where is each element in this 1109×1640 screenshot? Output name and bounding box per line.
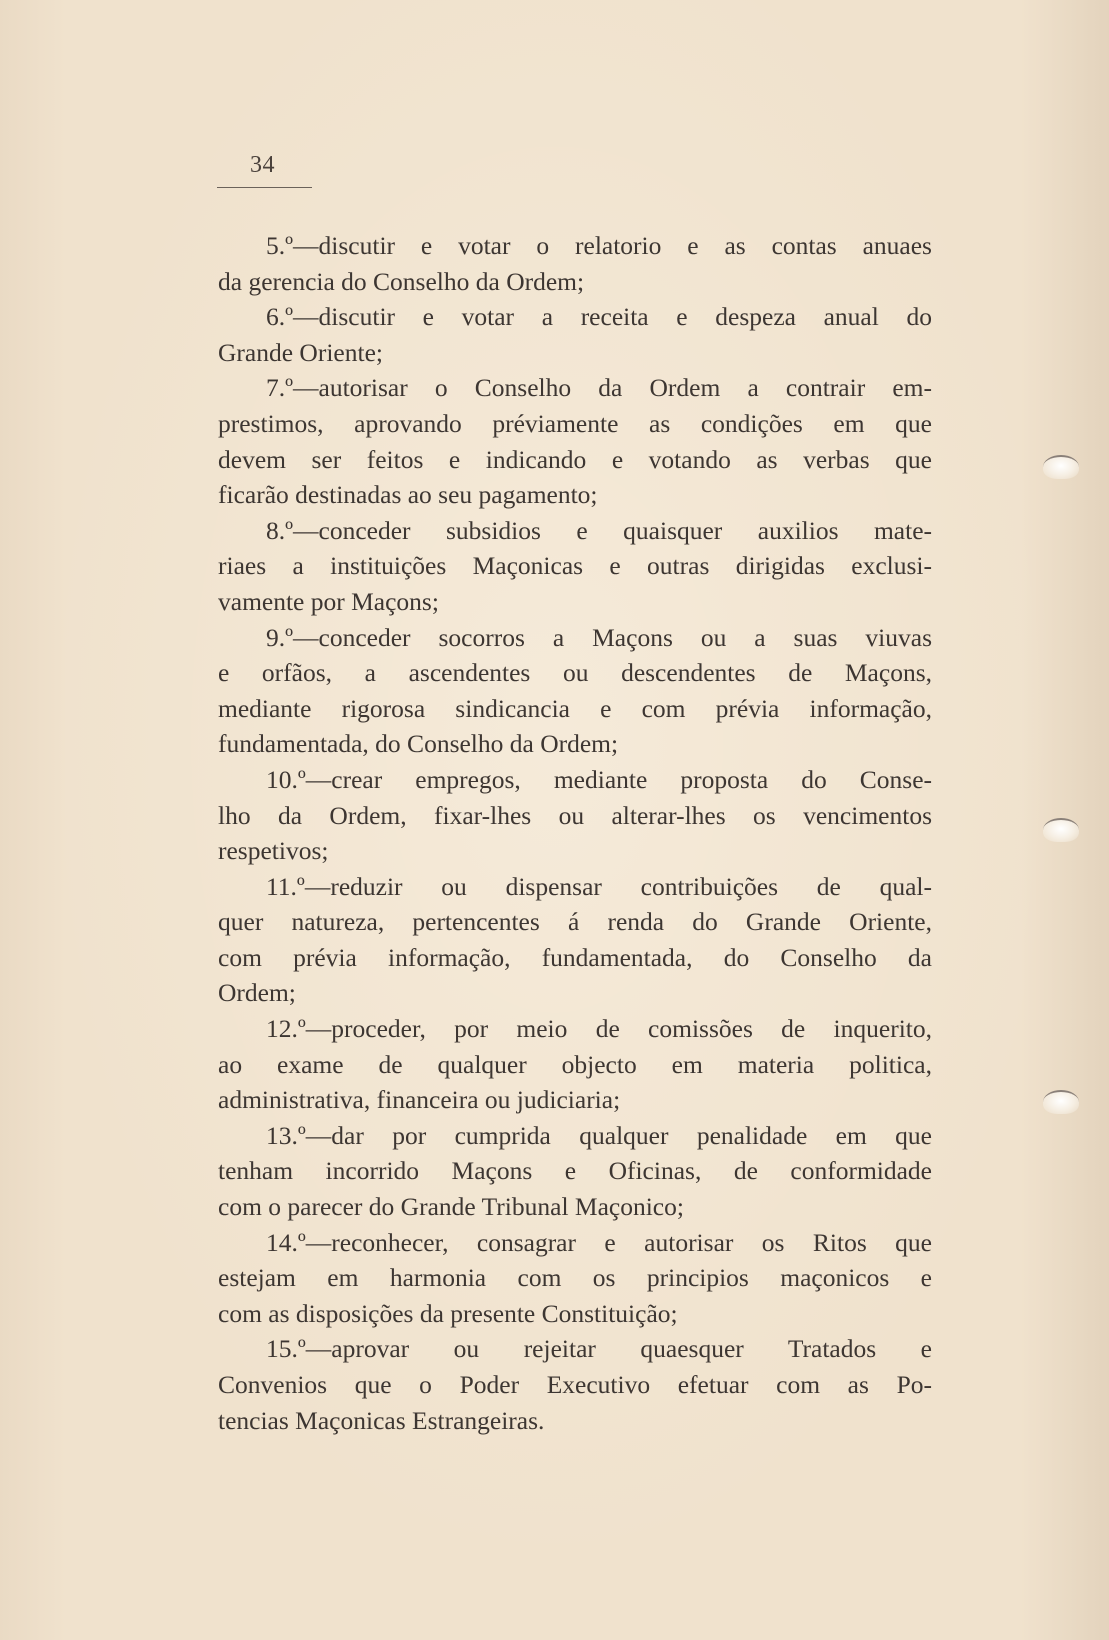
text-line: devem ser feitos e indicando e votando as verbas que [218, 444, 932, 474]
text-line: 8.º—conceder subsidios e quaisquer auxilios mate- [266, 515, 932, 545]
body-text [218, 228, 932, 1438]
text-line: fundamentada, do Conselho da Ordem; [218, 729, 619, 759]
text-line: 15.º—aprovar ou rejeitar quaesquer Tratados e [266, 1334, 932, 1364]
text-line: 11.º—reduzir ou dispensar contribuições de qual- [266, 871, 932, 901]
text-line: riaes a instituições Maçonicas e outras dirigidas exclusi- [218, 551, 932, 581]
text-line: ficarão destinadas ao seu pagamento; [218, 480, 598, 510]
binding-hole-mark [1043, 455, 1079, 479]
binding-hole-mark [1043, 1090, 1079, 1114]
text-line: estejam em harmonia com os principios maçonicos e [218, 1263, 932, 1293]
text-line: mediante rigorosa sindicancia e com prévia informação, [218, 693, 932, 723]
text-line: prestimos, aprovando préviamente as condições em que [218, 408, 932, 438]
text-line: quer natureza, pertencentes á renda do Grande Oriente, [218, 907, 932, 937]
text-line: Ordem; [218, 978, 296, 1008]
text-line: 12.º—proceder, por meio de comissões de inquerito, [266, 1014, 932, 1044]
text-line: tenham incorrido Maçons e Oficinas, de conformidade [218, 1156, 932, 1186]
text-line: tencias Maçonicas Estrangeiras. [218, 1405, 545, 1435]
text-line: com prévia informação, fundamentada, do Conselho da [218, 942, 932, 972]
text-line: com as disposições da presente Constituição; [218, 1298, 678, 1328]
text-line: vamente por Maçons; [218, 586, 439, 616]
text-line: administrativa, financeira ou judiciaria; [218, 1085, 621, 1115]
text-line: 7.º—autorisar o Conselho da Ordem a contrair em- [266, 373, 932, 403]
text-line: 14.º—reconhecer, consagrar e autorisar os Ritos que [266, 1227, 932, 1257]
text-line: 10.º—crear empregos, mediante proposta do Conse- [266, 764, 932, 794]
text-line: da gerencia do Conselho da Ordem; [218, 266, 585, 296]
text-line: ao exame de qualquer objecto em materia politica, [218, 1049, 932, 1079]
text-line: e orfãos, a ascendentes ou descendentes de Maçons, [218, 658, 932, 688]
text-line: 9.º—conceder socorros a Maçons ou a suas viuvas [266, 622, 932, 652]
text-line: 13.º—dar por cumprida qualquer penalidade em que [266, 1120, 932, 1150]
binding-hole-mark [1043, 818, 1079, 842]
header-rule [217, 187, 312, 188]
text-line: com o parecer do Grande Tribunal Maçonico; [218, 1192, 684, 1222]
text-line: Convenios que o Poder Executivo efetuar com as Po- [218, 1370, 932, 1399]
page-number: 34 [250, 152, 275, 178]
text-line: lho da Ordem, fixar-lhes ou alterar-lhes os vencimentos [218, 800, 932, 830]
text-line: respetivos; [218, 836, 329, 866]
text-line: Grande Oriente; [218, 337, 383, 367]
text-line: 5.º—discutir e votar o relatorio e as contas anuaes [266, 231, 932, 260]
text-line: 6.º—discutir e votar a receita e despeza anual do [266, 302, 932, 332]
